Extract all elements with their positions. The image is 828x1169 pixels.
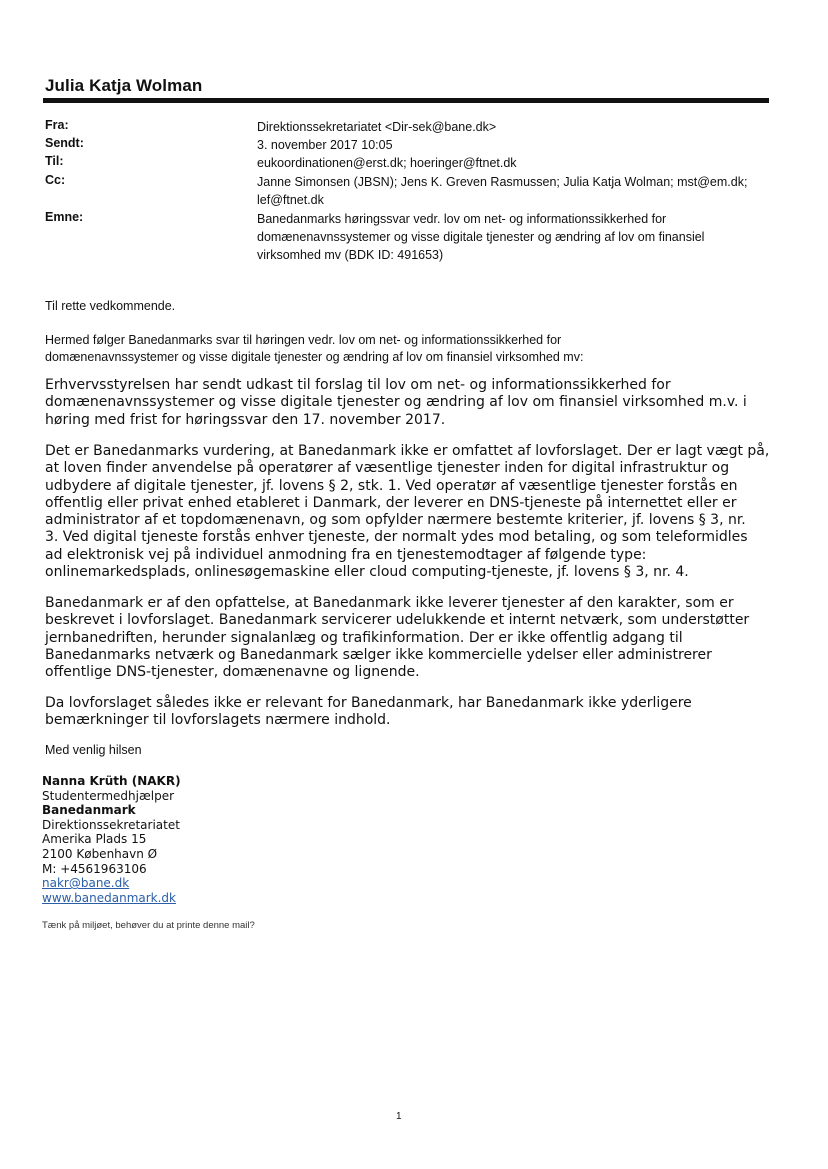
intro-line: domænenavnssystemer og visse digitale tjenester og ændring af lov om finansiel virksomhed mv: bbox=[45, 350, 584, 364]
paragraph-line: Da lovforslaget således ikke er relevant for Banedanmark, har Banedanmark ikke yderligere bbox=[45, 695, 692, 711]
signature-block bbox=[42, 774, 181, 905]
cc-line: lef@ftnet.dk bbox=[257, 193, 324, 207]
closing: Med venlig hilsen bbox=[45, 743, 142, 757]
header-rule bbox=[43, 98, 769, 103]
to-value: eukoordinationen@erst.dk; hoeringer@ftnet.dk bbox=[257, 156, 517, 170]
paragraph-line: beskrevet i lovforslaget. Banedanmark servicerer udelukkende et internt netværk, som understøtter bbox=[45, 612, 750, 629]
sent-value: 3. november 2017 10:05 bbox=[257, 138, 393, 152]
subject-label: Emne: bbox=[45, 210, 84, 224]
paragraph-line: offentlige DNS-tjenester, domænenavne og lignende. bbox=[45, 664, 420, 681]
paragraph-line: høring med frist for høringssvar den 17. november 2017. bbox=[45, 411, 446, 428]
paragraph-line: 3. Ved digital tjeneste forstås enhver tjeneste, der normalt ydes mod betaling, og som teleformidles bbox=[45, 529, 748, 546]
paragraph-line: Erhvervsstyrelsen har sendt udkast til forslag til lov om net- og informationssikkerhed for bbox=[45, 377, 671, 393]
paragraph-line: Det er Banedanmarks vurdering, at Banedanmark ikke er omfattet af lovforslaget. Der er lagt vægt på, bbox=[45, 443, 770, 459]
intro-paragraph bbox=[45, 332, 769, 366]
paragraph-3 bbox=[45, 595, 769, 681]
signature-title: Studentermedhjælper bbox=[42, 788, 175, 803]
paragraph-line: bemærkninger til lovforslagets nærmere indhold. bbox=[45, 712, 391, 729]
paragraph-line: jernbanedriften, herunder signalanlæg og trafikinformation. Der er ikke offentlig adgang til bbox=[45, 629, 683, 646]
subject-line: Banedanmarks høringssvar vedr. lov om net- og informationssikkerhed for bbox=[257, 212, 667, 226]
signature-org: Banedanmark bbox=[42, 803, 136, 818]
paragraph-2 bbox=[45, 443, 769, 581]
cc-line: Janne Simonsen (JBSN); Jens K. Greven Rasmussen; Julia Katja Wolman; mst@em.dk; bbox=[257, 175, 748, 189]
mailbox-owner-name: Julia Katja Wolman bbox=[45, 76, 203, 95]
subject-line: virksomhed mv (BDK ID: 491653) bbox=[257, 248, 444, 262]
paragraph-line: udbydere af digitale tjenester, jf. lovens § 2, stk. 1. Ved operatør af væsentlige tjenester forstås en bbox=[45, 477, 738, 494]
signature-phone: M: +4561963106 bbox=[42, 861, 147, 876]
intro-line: Hermed følger Banedanmarks svar til høringen vedr. lov om net- og informationssikkerhed for bbox=[45, 333, 562, 347]
paragraph-line: Banedanmark er af den opfattelse, at Banedanmark ikke leverer tjenester af den karakter, som er bbox=[45, 595, 734, 611]
signature-street: Amerika Plads 15 bbox=[42, 832, 147, 847]
eco-note: Tænk på miljøet, behøver du at printe denne mail? bbox=[42, 920, 255, 931]
paragraph-line: ad elektronisk vej på individuel anmodning fra en tjenestemodtager af følgende type: bbox=[45, 546, 647, 563]
subject-value bbox=[257, 210, 769, 264]
paragraph-4 bbox=[45, 695, 769, 730]
paragraph-line: onlinemarkedsplads, onlinesøgemaskine eller cloud computing-tjeneste, jf. lovens § 3, nr. 4. bbox=[45, 564, 689, 581]
signature-email-link[interactable]: nakr@bane.dk bbox=[42, 876, 130, 891]
subject-line: domænenavnssystemer og visse digitale tjenester og ændring af lov om finansiel bbox=[257, 230, 705, 244]
signature-website-link[interactable]: www.banedanmark.dk bbox=[42, 890, 176, 905]
paragraph-line: domænenavnssystemer og visse digitale tjenester og ændring af lov om finansiel virksomhed m.v. i bbox=[45, 394, 747, 411]
signature-name: Nanna Krüth (NAKR) bbox=[42, 774, 181, 788]
cc-value bbox=[257, 173, 769, 209]
paragraph-1 bbox=[45, 377, 769, 429]
to-label: Til: bbox=[45, 154, 64, 168]
signature-city: 2100 København Ø bbox=[42, 846, 158, 861]
from-label: Fra: bbox=[45, 118, 69, 132]
greeting: Til rette vedkommende. bbox=[45, 299, 176, 313]
signature-dept: Direktionssekretariatet bbox=[42, 817, 180, 832]
from-value: Direktionssekretariatet <Dir-sek@bane.dk> bbox=[257, 120, 497, 134]
paragraph-line: Banedanmarks netværk og Banedanmark sælger ikke kommercielle ydelser eller administrerer bbox=[45, 646, 712, 663]
paragraph-line: offentlig eller privat enhed etableret i Danmark, der leverer en DNS-tjeneste på internettet eller er bbox=[45, 494, 737, 511]
page-number: 1 bbox=[396, 1111, 402, 1122]
sent-label: Sendt: bbox=[45, 136, 84, 150]
paragraph-line: administrator af et topdomænenavn, og som opfylder nærmere bestemte kriterier, jf. lovens § 3, nr. bbox=[45, 512, 746, 529]
cc-label: Cc: bbox=[45, 173, 66, 187]
paragraph-line: at loven finder anvendelse på operatører af væsentlige tjenester inden for digital infrastruktur og bbox=[45, 460, 730, 477]
